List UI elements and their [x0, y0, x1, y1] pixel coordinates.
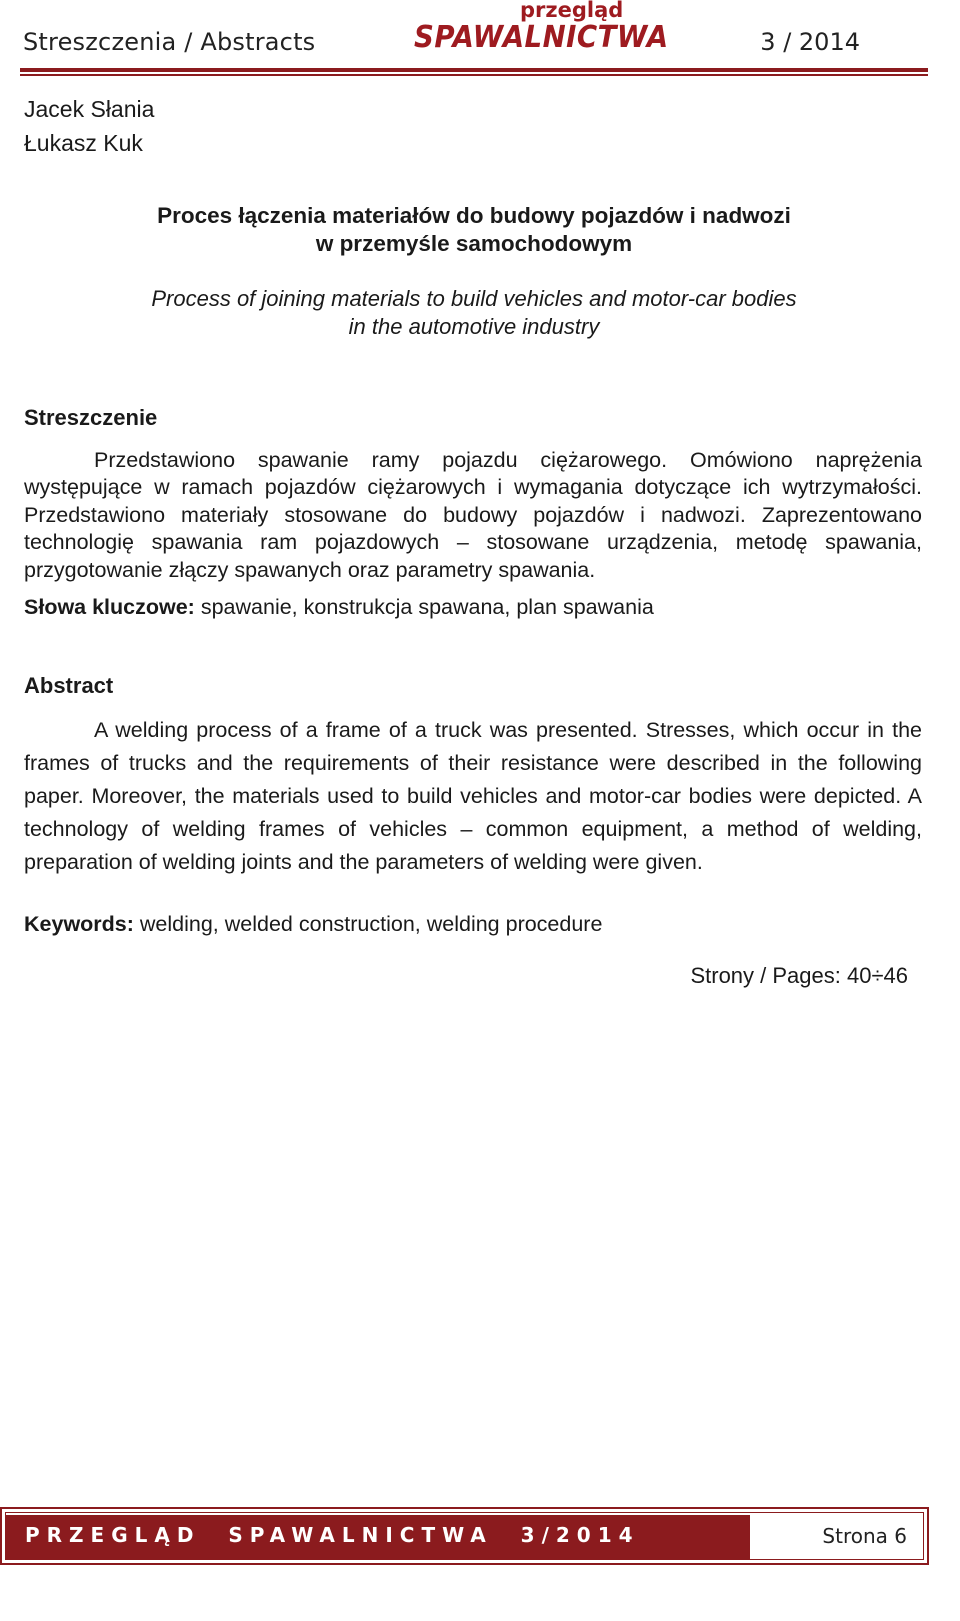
- authors: [24, 92, 154, 160]
- header-rule-thin: [20, 74, 928, 76]
- title-english-line: Process of joining materials to build vehicles and motor-car bodies: [151, 286, 797, 311]
- keywords-english: [24, 912, 602, 937]
- issue-number: 3 / 2014: [760, 28, 860, 56]
- keywords-polish: [24, 595, 654, 620]
- page-range: Strony / Pages: 40÷46: [690, 963, 908, 988]
- footer-page-number: Strona 6: [822, 1524, 907, 1548]
- keywords-polish-label: Słowa kluczowe:: [24, 595, 195, 619]
- keywords-english-list: welding, welded construction, welding procedure: [133, 912, 603, 936]
- title-polish-line: w przemyśle samochodowym: [315, 231, 633, 256]
- title-english: [24, 285, 924, 341]
- abstract-heading: Abstract: [24, 673, 114, 698]
- title-polish: [24, 202, 924, 258]
- logo-top-text: przegląd: [520, 0, 624, 22]
- footer-journal-label: PRZEGLĄD SPAWALNICTWA 3/2014: [25, 1523, 640, 1547]
- author-name: Łukasz Kuk: [24, 130, 143, 156]
- page-footer: [0, 1507, 929, 1565]
- title-english-line: in the automotive industry: [348, 314, 600, 339]
- author-name: Jacek Słania: [24, 96, 155, 122]
- keywords-english-label: Keywords:: [24, 912, 134, 936]
- footer-journal-band: [5, 1515, 750, 1559]
- streszczenie-body: Przedstawiono spawanie ramy pojazdu ciężarowego. Omówiono naprężenia występujące w ramach pojazdów ciężarowych i wymagania dotyczące ich wytrzymałości. Przedstawiono materiały stosowane do budowy pojazdów i nadwozi. Zaprezentowano technologię spawania ram pojazdowych – stosowane urządzenia, metodę spawania, przygotowanie złączy spawanych oraz parametry spawania.: [24, 448, 922, 582]
- streszczenie-heading: Streszczenie: [24, 405, 158, 430]
- journal-logo: [412, 0, 669, 60]
- title-polish-line: Proces łączenia materiałów do budowy pojazdów i nadwozi: [157, 203, 791, 228]
- abstract-body: A welding process of a frame of a truck was presented. Stresses, which occur in the frames of trucks and the requirements of their resistance were described in the following paper. Moreover, the materials used to build vehicles and motor-car bodies were depicted. A technology of welding frames of vehicles – common equipment, a method of welding, preparation of welding joints and the parameters of welding were given.: [24, 718, 922, 874]
- keywords-polish-list: spawanie, konstrukcja spawana, plan spawania: [194, 595, 654, 619]
- section-label: Streszczenia / Abstracts: [23, 28, 316, 56]
- header-rule-thick: [20, 68, 928, 72]
- logo-main-text: SPAWALNICTWA: [414, 20, 669, 55]
